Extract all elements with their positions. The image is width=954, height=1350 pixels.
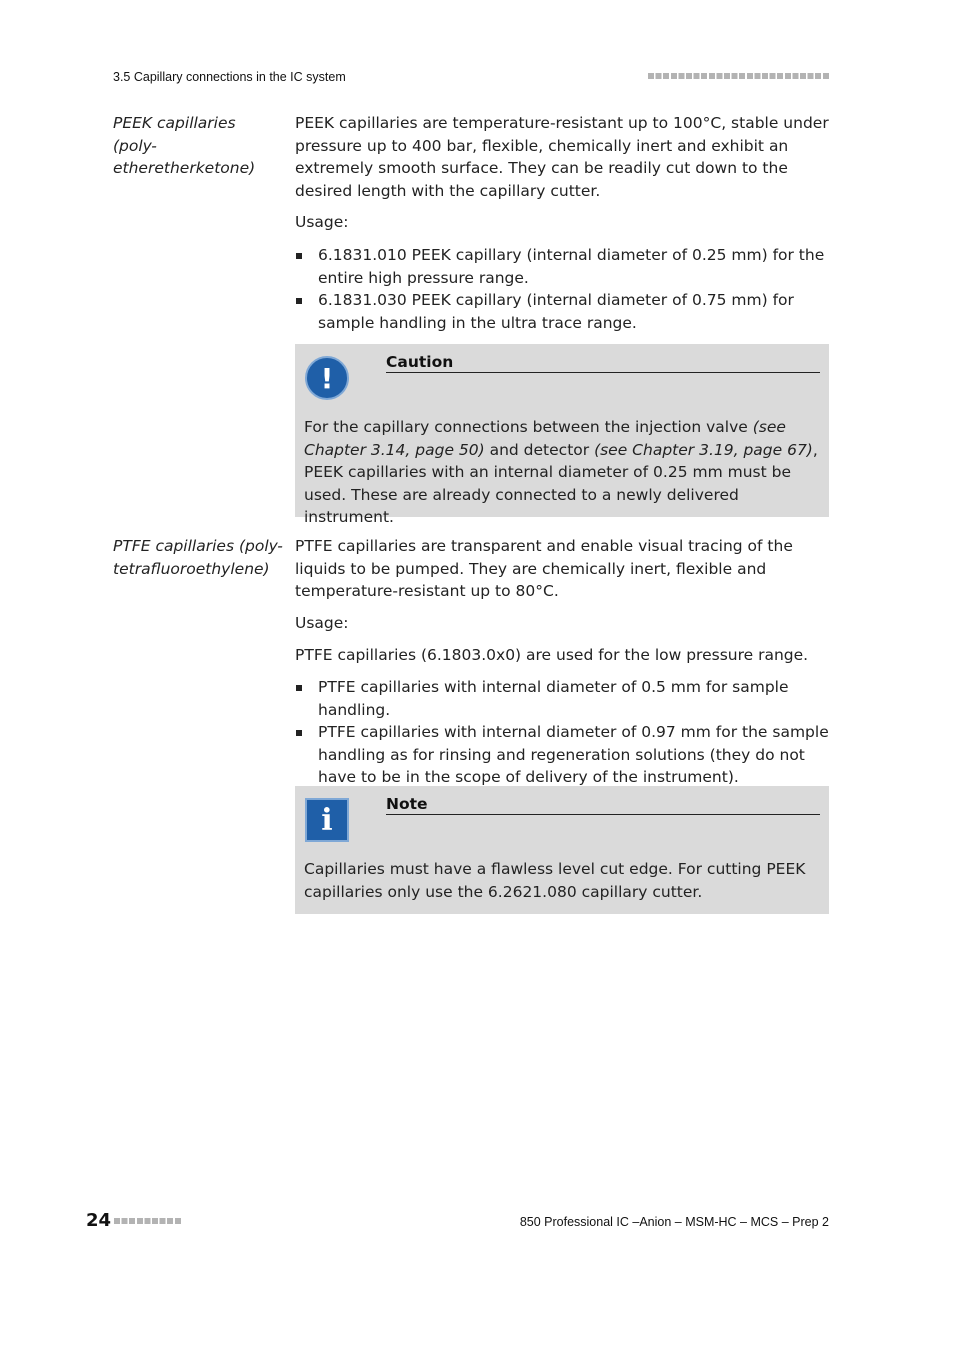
note-text: Capillaries must have a flawless level cut edge. For cutting PEEK capillaries only use the 6.2621.080 capillary cutter. <box>304 860 806 901</box>
ptfe-range <box>295 644 829 667</box>
note-title: Note <box>386 795 820 815</box>
peek-intro-text: PEEK capillaries are temperature-resistant up to 100°C, stable under pressure up to 400 bar, flexible, chemically inert and exhibit an extremely smooth surface. They can be readily cut down to the desired length with the capillary cutter. <box>295 114 829 200</box>
peek-intro <box>295 112 829 202</box>
note-box <box>295 786 829 914</box>
bullet-icon <box>296 298 302 304</box>
list-item-text: PTFE capillaries with internal diameter of 0.5 mm for sample handling. <box>318 678 789 719</box>
caution-text-part: and detector <box>484 440 595 459</box>
caution-text-part: , PEEK capillaries with an internal diameter of 0.25 mm must be used. These are already connected to a newly delivered instrument. <box>304 440 818 526</box>
peek-side-label: PEEK capillaries (poly-etheretherketone) <box>113 114 256 177</box>
ptfe-intro <box>295 535 829 603</box>
peek-usage <box>295 211 829 234</box>
ptfe-usage-label: Usage: <box>295 614 349 632</box>
peek-usage-list <box>295 244 829 334</box>
caution-text <box>304 416 820 529</box>
list-item-text: PTFE capillaries with internal diameter of 0.97 mm for the sample handling as for rinsing and regeneration solutions (they do not have to be in the scope of delivery of the instrument). <box>318 723 829 786</box>
list-item <box>295 289 829 334</box>
bullet-icon <box>296 730 302 736</box>
list-item <box>295 676 829 721</box>
header-decoration <box>648 73 829 79</box>
chapter-reference[interactable]: (see Chapter 3.19, page 67) <box>594 440 813 459</box>
ptfe-usage-list <box>295 676 829 789</box>
peek-usage-label: Usage: <box>295 213 349 231</box>
page-number: 24 <box>86 1210 112 1231</box>
list-item <box>295 721 829 789</box>
ptfe-range-text: PTFE capillaries (6.1803.0x0) are used for the low pressure range. <box>295 646 809 664</box>
ptfe-side-label: PTFE capillaries (poly-tetrafluoroethylene) <box>113 537 283 578</box>
ptfe-intro-text: PTFE capillaries are transparent and enable visual tracing of the liquids to be pumped. They are chemically inert, flexible and temperature-resistant up to 80°C. <box>295 537 793 600</box>
running-header: 3.5 Capillary connections in the IC system <box>113 70 346 84</box>
bullet-icon <box>296 685 302 691</box>
footer-decoration <box>114 1218 182 1224</box>
document-title: 850 Professional IC –Anion – MSM-HC – MCS – Prep 2 <box>519 1215 829 1229</box>
caution-title: Caution <box>386 353 820 373</box>
list-item-text: 6.1831.010 PEEK capillary (internal diameter of 0.25 mm) for the entire high pressure range. <box>318 246 825 287</box>
info-icon: i <box>305 798 349 842</box>
caution-box <box>295 344 829 526</box>
bullet-icon <box>296 253 302 259</box>
list-item <box>295 244 829 289</box>
caution-text-part: For the capillary connections between the injection valve <box>304 418 753 436</box>
ptfe-usage <box>295 612 829 635</box>
list-item-text: 6.1831.030 PEEK capillary (internal diameter of 0.75 mm) for sample handling in the ultra trace range. <box>318 291 794 332</box>
chapter-reference[interactable]: (see Chapter 3.14, page 50) <box>304 418 786 459</box>
exclamation-icon: ! <box>305 356 349 400</box>
